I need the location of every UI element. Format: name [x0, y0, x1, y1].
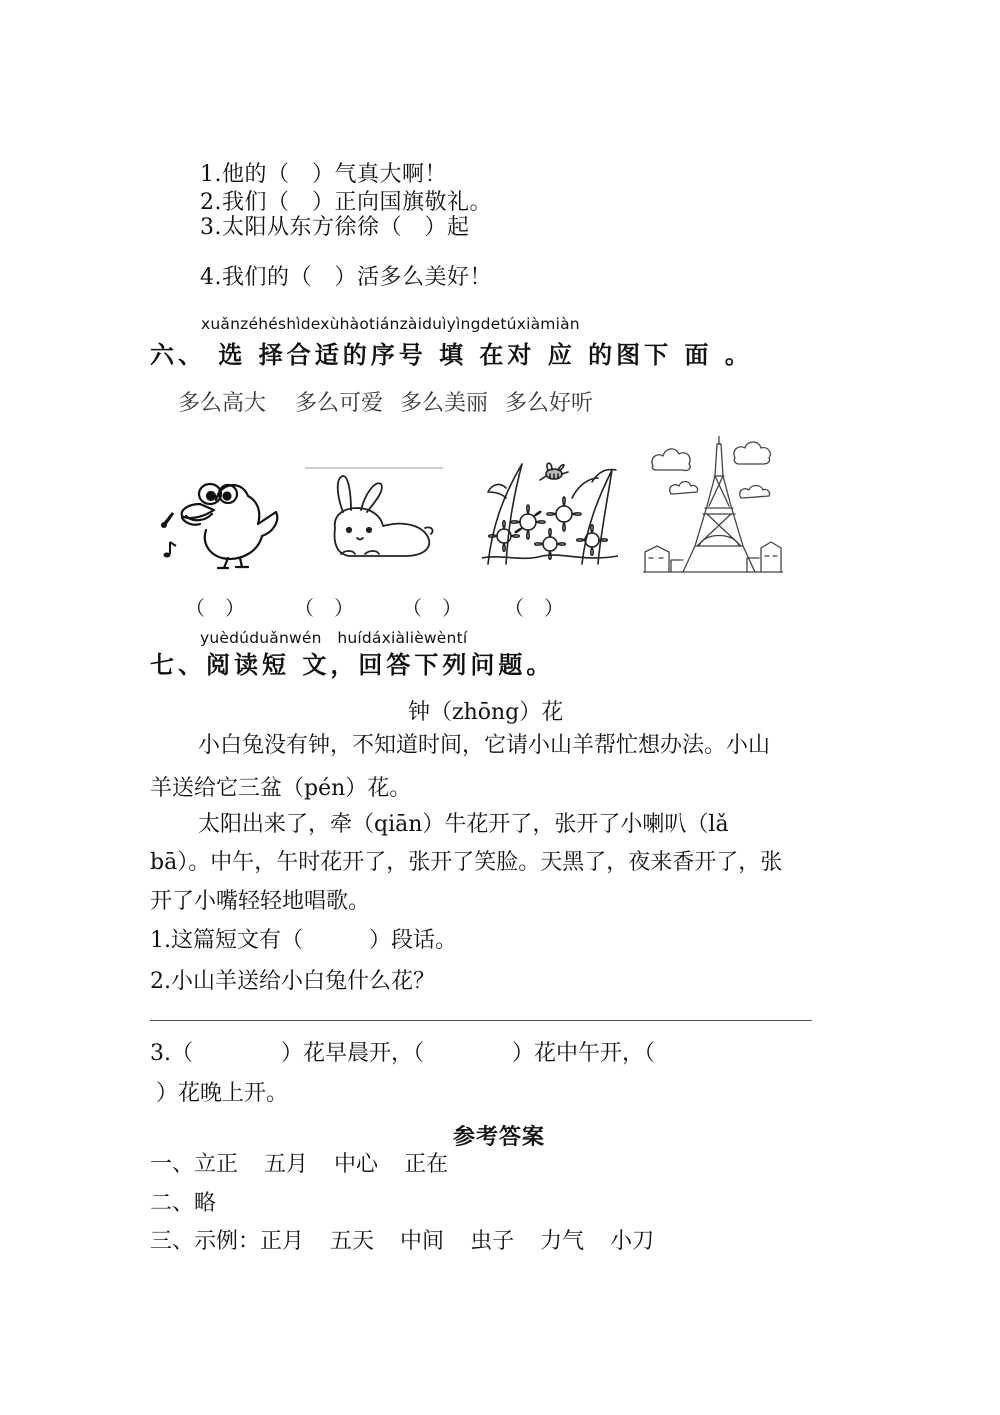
- answer-2: 二、略: [150, 1191, 217, 1216]
- answer-1: [150, 1147, 448, 1178]
- answer-3-word: 中间: [400, 1229, 445, 1254]
- option-beautiful: 多么美丽: [400, 391, 489, 416]
- answer-1-label: 一、: [150, 1152, 195, 1177]
- blank-2[interactable]: （ ）: [294, 596, 354, 620]
- question-1: 1.这篇短文有（ ）段话。: [150, 928, 457, 953]
- answer-3-word: 小刀: [610, 1229, 655, 1254]
- answer-1-word: 正在: [404, 1152, 449, 1177]
- answer-1-word: 立正: [194, 1152, 239, 1177]
- answer-1-word: 五月: [264, 1152, 309, 1177]
- answer-3-word: 正月: [260, 1229, 305, 1254]
- paragraph-line-5: 开了小嘴轻轻地唱歌。: [150, 889, 371, 914]
- section5-item-3: 3.太阳从东方徐徐（ ）起: [200, 215, 470, 240]
- bird-icon: [158, 470, 283, 570]
- flowers-bee-icon: [482, 458, 618, 568]
- paragraph-line-2: 羊送给它三盆（pén）花。: [150, 776, 412, 801]
- option-pleasant: 多么好听: [505, 391, 594, 416]
- eiffel-tower-icon: [643, 436, 783, 574]
- section6-pinyin: xuǎnzéhéshìdexùhàotiánzàiduìyìngdetúxiàmiàn: [201, 315, 580, 333]
- question-3-line-2: ）花晚上开。: [156, 1081, 289, 1106]
- section7-title: 七、阅读短 文，回答下列问题。: [150, 651, 555, 679]
- paragraph-line-4: bā）。中午，午时花开了，张开了笑脸。天黑了，夜来香开了，张: [150, 850, 783, 875]
- answers-heading: 参考答案: [453, 1125, 546, 1150]
- answer-line[interactable]: [150, 1020, 812, 1021]
- blank-4[interactable]: （ ）: [504, 596, 564, 620]
- blank-3[interactable]: （ ）: [402, 596, 462, 620]
- blank-1[interactable]: （ ）: [185, 596, 245, 620]
- section6-title: 六、 选 择合适的序号 填 在对 应 的图下 面 。: [150, 341, 753, 369]
- option-tall: 多么高大: [178, 391, 267, 416]
- answer-3-word: 五天: [330, 1229, 375, 1254]
- section5-item-4: 4.我们的（ ）活多么美好！: [200, 265, 492, 290]
- answer-1-word: 中心: [334, 1152, 379, 1177]
- question-2: 2.小山羊送给小白兔什么花？: [150, 969, 435, 994]
- section5-item-1: 1.他的（ ）气真大啊！: [200, 162, 447, 187]
- section6-options: [178, 386, 615, 417]
- section5-item-2: 2.我们（ ）正向国旗敬礼。: [200, 190, 492, 215]
- paragraph-line-3: 太阳出来了，牵（qiān）牛花开了，张开了小喇叭（lǎ: [198, 812, 729, 837]
- paragraph-line-1: 小白兔没有钟，不知道时间，它请小山羊帮忙想办法。小山: [198, 733, 771, 758]
- answer-3-label: 三、示例：: [150, 1229, 261, 1254]
- answer-3-word: 虫子: [470, 1229, 515, 1254]
- option-cute: 多么可爱: [295, 391, 384, 416]
- rabbit-icon: [305, 466, 445, 566]
- section7-pinyin: yuèdúduǎnwén huídáxiàlièwèntí: [200, 629, 468, 647]
- passage-title: 钟（zhōng）花: [408, 700, 564, 725]
- question-3-line-1: 3.（ ）花早晨开，（ ）花中午开，（: [150, 1041, 655, 1066]
- answer-3: [150, 1224, 654, 1255]
- answer-3-word: 力气: [540, 1229, 585, 1254]
